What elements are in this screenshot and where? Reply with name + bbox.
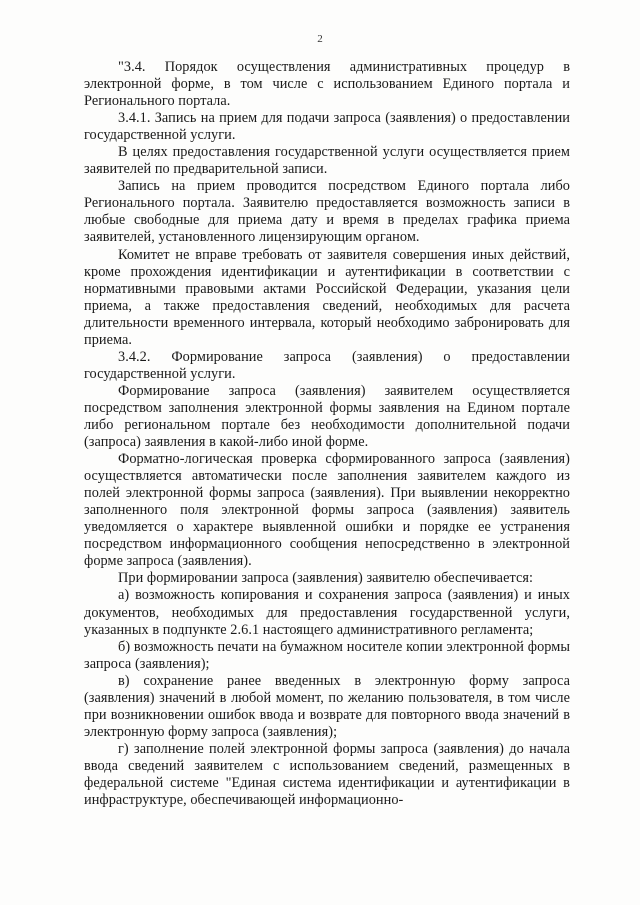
list-item-b: б) возможность печати на бумажном носителе копии электронной формы запроса (заявления); [84, 638, 570, 672]
list-item-a: а) возможность копирования и сохранения запроса (заявления) и иных документов, необходимых для предоставления государственной услуги, указанных в подпункте 2.6.1 настоящего административного регламента; [84, 587, 570, 638]
paragraph: Комитет не вправе требовать от заявителя совершения иных действий, кроме прохождения идентификации и аутентификации в соответствии с нормативными правовыми актами Российской Федерации, указания цели приема, а также предоставления сведений, необходимых для расчета длительности временного интервала, который необходимо забронировать для приема. [84, 246, 570, 348]
paragraph: При формировании запроса (заявления) заявителю обеспечивается: [118, 570, 533, 587]
paragraph: Формирование запроса (заявления) заявителем осуществляется посредством заполнения электронной формы заявления на Едином портале либо региональном портале без необходимости дополнительной подачи (запроса) заявления в какой-либо иной форме. [84, 382, 570, 451]
paragraph: Запись на прием проводится посредством Единого портала либо Регионального портала. Заявителю предоставляется возможность записи в любые свободные для приема дату и время в пределах графика приема заявителей, установленного лицензирующим органом. [84, 178, 570, 246]
list-item-g: г) заполнение полей электронной формы запроса (заявления) до начала ввода сведений заявителем с использованием сведений, размещенных в федеральной системе "Единая система идентификации и аутентификации в инфраструктуре, обеспечивающей информационно- [84, 740, 570, 809]
subsection-heading-3-4-1: 3.4.1. Запись на прием для подачи запроса (заявления) о предоставлении государственной услуги. [84, 110, 570, 144]
document-body [84, 59, 570, 809]
paragraph: В целях предоставления государственной услуги осуществляется прием заявителей по предварительной записи. [84, 144, 570, 178]
page-number: 2 [317, 33, 323, 45]
paragraph: Форматно-логическая проверка сформированного запроса (заявления) осуществляется автоматически после заполнения заявителем каждого из полей электронной формы запроса (заявления). При выявлении некорректно заполненного поля электронной формы запроса (заявления) заявитель уведомляется о характере выявленной ошибки и порядке ее устранения посредством информационного сообщения непосредственно в электронной форме запроса (заявления). [84, 451, 570, 570]
list-item-v: в) сохранение ранее введенных в электронную форму запроса (заявления) значений в любой момент, по желанию пользователя, в том числе при возникновении ошибок ввода и возврате для повторного ввода значений в электронную форму запроса (заявления); [84, 672, 570, 740]
subsection-heading-3-4-2: 3.4.2. Формирование запроса (заявления) о предоставлении государственной услуги. [84, 348, 570, 382]
section-heading-3-4: "3.4. Порядок осуществления административных процедур в электронной форме, в том числе с использованием Единого портала и Регионального портала. [84, 59, 570, 110]
